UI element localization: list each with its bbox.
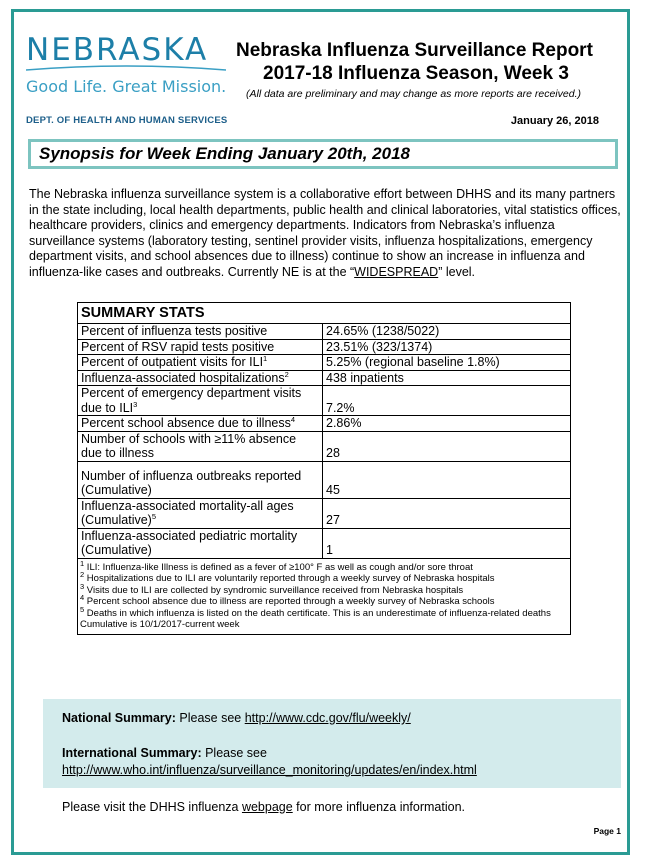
report-season: 2017-18 Influenza Season, Week 3 xyxy=(263,63,569,84)
footnotes-row xyxy=(78,558,571,634)
summary-stats-table xyxy=(77,302,571,635)
stat-value: 2.86% xyxy=(323,416,571,432)
table-row xyxy=(78,386,571,416)
intl-label: International Summary: xyxy=(62,746,202,760)
visit-webpage-note: Please visit the DHHS influenza webpage for more influenza information. xyxy=(62,800,466,814)
stat-label: Percent of influenza tests positive xyxy=(78,324,323,340)
table-row xyxy=(78,416,571,432)
intro-text-end: ” level. xyxy=(438,264,476,279)
intro-text: The Nebraska influenza surveillance system is a collaborative effort between DHHS and its many partners in the state including, local health departments, public health and clinical laboratories, vital statistics offices, healthcare providers, clinics and emergency departments. Indicators from Nebraska’s influenza surveillance systems (laboratory testing, sentinel provider visits, influenza hospitalizations, emergency department visits, and school absences due to illness) continue to show an increase in influenza and influenza-like cases and outbreaks. Currently NE is at the “ xyxy=(29,187,621,279)
footnotes: $^1$ ILI: Influenza-like Illness is defined as a fever of ≥100° F as well as cough and/or sore throat $^2$ Hospitalizations due to ILI are voluntarily reported through a weekly survey of Nebraska hospitals $^3$ Visits due to ILI are collected by syndromic surveillance received from Nebraska hospitals $^4$ Percent school absence due to illness are reported through a weekly survey of Nebraska schools $^5$ Deaths in which influenza is listed on the death certificate. This is an underestimate of influenza-related deaths Cumulative is 10/1/2017-current week xyxy=(78,558,571,634)
table-row xyxy=(78,431,571,461)
stat-label: Number of influenza outbreaks reported (Cumulative) xyxy=(78,461,323,498)
table-row xyxy=(78,528,571,558)
stat-value: 45 xyxy=(323,461,571,498)
stat-label: Influenza-associated hospitalizations$^2$ xyxy=(78,370,323,386)
dept-name: DEPT. OF HEALTH AND HUMAN SERVICES xyxy=(26,115,228,126)
table-row xyxy=(78,461,571,498)
stat-value: 7.2% xyxy=(323,386,571,416)
stat-label: Percent of emergency department visits due to ILI$^3$ xyxy=(78,386,323,416)
report-title: Nebraska Influenza Surveillance Report xyxy=(236,40,593,61)
logo-swoosh-icon xyxy=(26,64,226,74)
logo-tagline: Good Life. Great Mission. xyxy=(26,77,227,96)
table-row xyxy=(78,324,571,340)
synopsis-heading: Synopsis for Week Ending January 20th, 2018 xyxy=(28,139,618,169)
table-row xyxy=(78,370,571,386)
stat-label: Influenza-associated mortality-all ages (Cumulative)$^5$ xyxy=(78,498,323,528)
who-flu-link[interactable]: http://www.who.int/influenza/surveillance_monitoring/updates/en/index.html xyxy=(62,763,477,777)
page-number: Page 1 xyxy=(593,826,621,836)
nebraska-logo: NEBRASKA xyxy=(26,32,209,68)
stat-label: Number of schools with ≥11% absence due to illness xyxy=(78,431,323,461)
stat-label: Influenza-associated pediatric mortality (Cumulative) xyxy=(78,528,323,558)
stat-value: 1 xyxy=(323,528,571,558)
report-date: January 26, 2018 xyxy=(510,115,599,127)
stat-label: Percent school absence due to illness$^4$ xyxy=(78,416,323,432)
international-summary: International Summary: Please see http://www.who.int/influenza/surveillance_monitoring/updates/en/index.html xyxy=(62,746,477,777)
stat-value: 27 xyxy=(323,498,571,528)
stat-value: 23.51% (323/1374) xyxy=(323,339,571,355)
dhhs-webpage-link[interactable]: webpage xyxy=(241,800,293,814)
national-summary: National Summary: Please see http://www.cdc.gov/flu/weekly/ xyxy=(62,711,411,725)
cdc-flu-link[interactable]: http://www.cdc.gov/flu/weekly/ xyxy=(244,711,411,725)
stat-value: 438 inpatients xyxy=(323,370,571,386)
table-row xyxy=(78,339,571,355)
table-row xyxy=(78,355,571,371)
stat-label: Percent of outpatient visits for ILI$^1$ xyxy=(78,355,323,371)
stat-value: 5.25% (regional baseline 1.8%) xyxy=(323,355,571,371)
stats-heading: SUMMARY STATS xyxy=(78,303,571,324)
stat-value: 28 xyxy=(323,431,571,461)
stat-value: 24.65% (1238/5022) xyxy=(323,324,571,340)
intro-paragraph xyxy=(29,187,623,280)
widespread-level: WIDESPREAD xyxy=(354,264,439,279)
table-row xyxy=(78,498,571,528)
national-label: National Summary: xyxy=(62,711,176,725)
report-subtitle: (All data are preliminary and may change as more reports are received.) xyxy=(246,88,581,100)
stat-label: Percent of RSV rapid tests positive xyxy=(78,339,323,355)
